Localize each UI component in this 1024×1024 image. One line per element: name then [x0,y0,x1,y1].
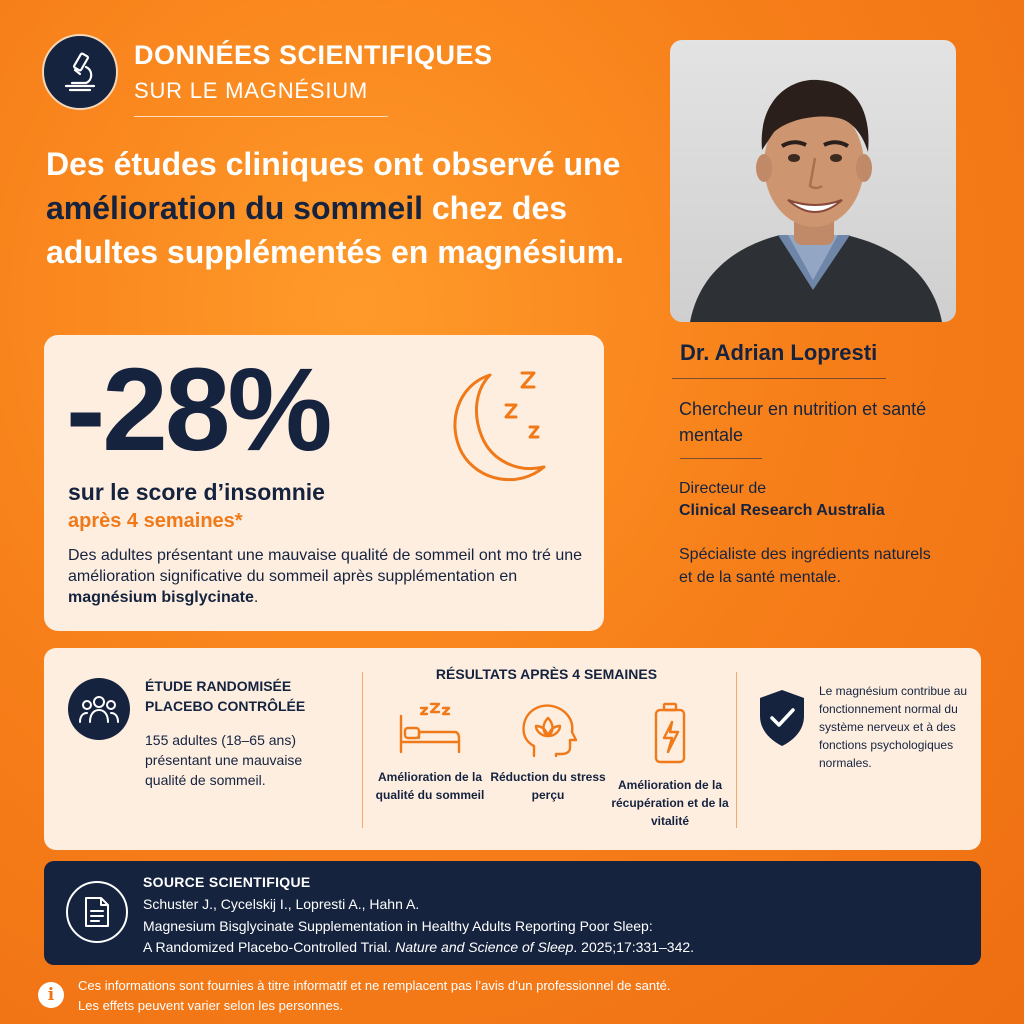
study-card [44,648,981,850]
doctor-director-label: Directeur de [679,480,767,497]
source-authors: Schuster J., Cycelskij I., Lopresti A., Hahn A. [143,896,420,912]
document-icon [66,881,128,943]
source-title: SOURCE SCIENTIFIQUE [143,874,311,890]
disclaimer-line2: Les effets peuvent varier selon les personnes. [78,998,343,1013]
doctor-role: Chercheur en nutrition et santé mentale [679,399,927,445]
head-lotus-icon [518,702,578,758]
headline [46,142,636,274]
header-subtitle: SUR LE MAGNÉSIUM [134,78,369,103]
shield-check-icon [756,688,808,748]
study-note: Le magnésium contribue au fonctionnement normal du système nerveux et à des fonctions psychologiques normales. [819,684,968,770]
stat-label: sur le score d’insomnie [68,479,325,505]
stat-desc-bold: magnésium bisglycinate [68,589,254,606]
result-label-vitality: Amélioration de la récupération et de la vitalité [611,778,729,828]
battery-bolt-icon [650,702,690,766]
results-title: RÉSULTATS APRÈS 4 SEMAINES [435,666,658,682]
study-description: 155 adultes (18–65 ans) présentant une mauvaise qualité de sommeil. [145,732,303,788]
source-citation [143,939,694,955]
source-citation-ref: . 2025;17:331–342. [573,939,695,955]
stat-desc-part1: Des adultes présentant une mauvaise qualité de sommeil ont mo tré une amélioration significative du sommeil après supplémentation en [68,547,583,585]
disclaimer-line1: Ces informations sont fournies à titre informatif et ne remplacent pas l’avis d’un professionnel de santé. [78,978,671,993]
headline-highlight: amélioration du sommeil [46,190,423,226]
doctor-divider [672,378,886,379]
source-card [44,861,981,965]
info-icon: i [38,982,64,1008]
doctor-specialty: Spécialiste des ingrédients naturels et de la santé mentale. [679,546,931,586]
result-label-stress: Réduction du stress perçu [490,770,606,802]
source-journal: Nature and Science of Sleep [395,939,574,955]
headline-part2: chez des adultes supplémentés en magnésium. [46,190,624,270]
result-item-sleep [370,702,490,804]
headline-part1: Des études cliniques ont observé une [46,146,621,182]
microscope-icon [42,34,118,110]
doctor-photo [670,40,956,322]
stat-desc-part2: . [253,589,259,606]
doctor-name: Dr. Adrian Lopresti [680,340,878,365]
doctor-divider-short [680,458,762,459]
stat-description [68,545,588,608]
moon-zzz-icon [448,363,564,493]
study-title: ÉTUDE RANDOMISÉE PLACEBO CONTRÔLÉE [145,678,306,714]
study-divider-right [736,672,737,828]
header-title: DONNÉES SCIENTIFIQUES [134,40,493,70]
source-citation-title: A Randomized Placebo-Controlled Trial. [143,939,396,955]
people-icon [68,678,130,740]
stat-card [44,335,604,631]
source-article-title: Magnesium Bisglycinate Supplementation in Healthy Adults Reporting Poor Sleep: [143,918,653,934]
stat-value: -28% [66,344,330,476]
header-divider [134,116,388,117]
result-item-stress [488,702,608,804]
doctor-director [679,478,999,522]
study-divider-left [362,672,363,828]
bed-zzz-icon [395,702,465,758]
doctor-director-org: Clinical Research Australia [679,502,885,519]
result-label-sleep: Amélioration de la qualité du sommeil [375,770,485,802]
stat-sublabel: après 4 semaines* [68,510,243,532]
result-item-vitality [610,702,730,830]
